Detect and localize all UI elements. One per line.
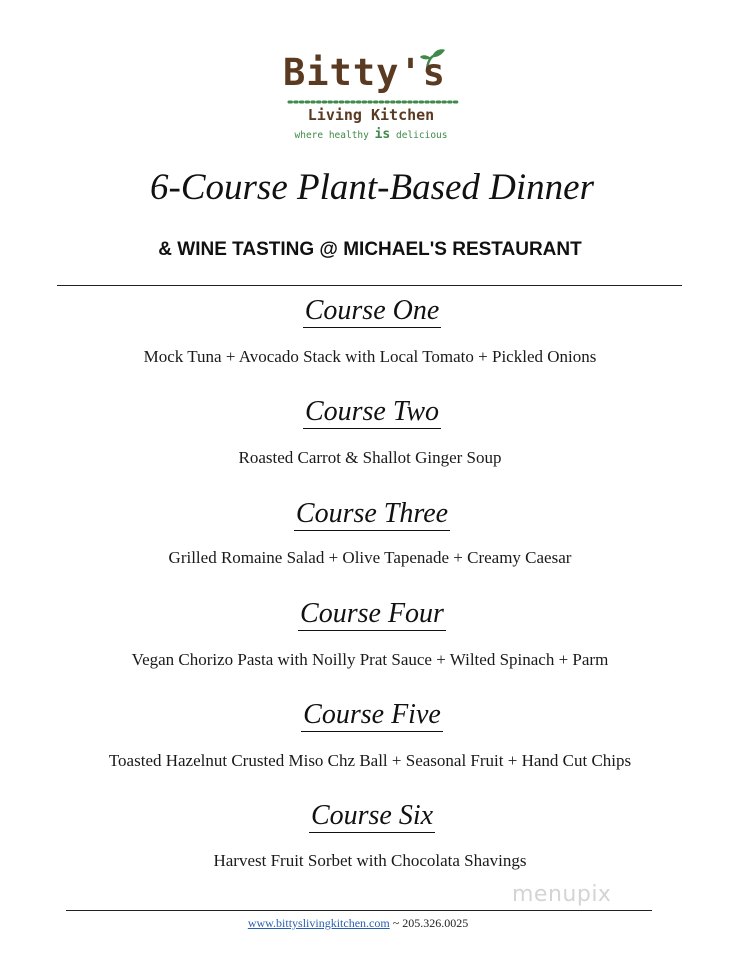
logo	[283, 48, 463, 144]
course-heading	[0, 500, 744, 531]
course-one-description: Mock Tuna + Avocado Stack with Local Tomato + Pickled Onions	[143, 347, 597, 366]
course-heading	[0, 398, 744, 429]
course-two-heading: Course Two	[304, 396, 440, 427]
page-title: 6-Course Plant-Based Dinner	[150, 167, 594, 208]
course-four-heading: Course Four	[300, 598, 444, 629]
page-subtitle: & WINE TASTING @ MICHAEL'S RESTAURANT	[158, 239, 582, 260]
footer	[0, 916, 716, 931]
tagline-after: delicious	[396, 130, 448, 141]
tagline-emphasis: is	[374, 127, 391, 142]
course-heading	[0, 600, 744, 631]
course-four-description: Vegan Chorizo Pasta with Noilly Prat Sauce + Wilted Spinach + Parm	[131, 650, 609, 669]
tagline-before: where healthy	[294, 130, 369, 141]
course-six-heading: Course Six	[310, 800, 434, 831]
course-five-description: Toasted Hazelnut Crusted Miso Chz Ball + Seasonal Fruit + Hand Cut Chips	[108, 751, 632, 770]
logo-subtitle: Living Kitchen	[307, 106, 435, 124]
course-one-heading: Course One	[304, 295, 440, 326]
logo-dotted-divider	[287, 100, 459, 104]
watermark: menupix	[512, 882, 612, 907]
course-three-heading: Course Three	[295, 498, 449, 529]
phone-number: 205.326.0025	[402, 916, 469, 930]
course-heading	[0, 297, 744, 328]
course-five-heading: Course Five	[303, 699, 441, 730]
course-three-description: Grilled Romaine Salad + Olive Tapenade + Creamy Caesar	[168, 548, 572, 567]
logo-tagline	[283, 128, 459, 141]
course-six-description: Harvest Fruit Sorbet with Chocolata Shavings	[213, 851, 527, 870]
bottom-divider	[66, 910, 652, 911]
logo-name: Bitty's	[283, 51, 446, 94]
course-heading	[0, 802, 744, 833]
website-link[interactable]: www.bittyslivingkitchen.com	[247, 916, 390, 930]
top-divider	[57, 285, 682, 286]
course-two-description: Roasted Carrot & Shallot Ginger Soup	[238, 448, 502, 467]
footer-separator: ~	[389, 916, 403, 930]
course-heading	[0, 701, 744, 732]
